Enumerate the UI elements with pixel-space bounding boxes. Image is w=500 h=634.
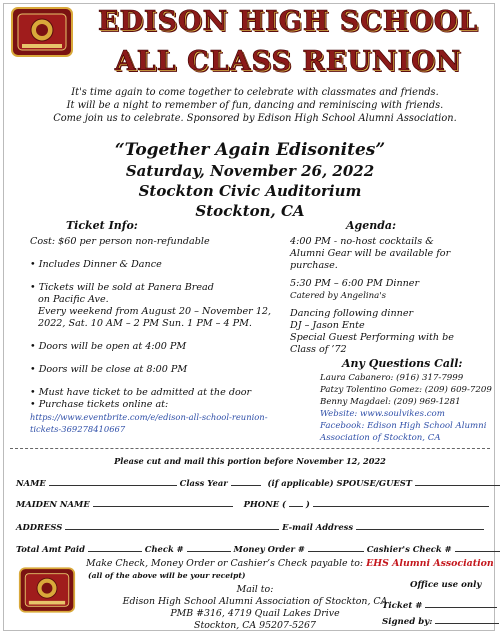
money-order-field[interactable] (308, 542, 364, 552)
mail-address-block (120, 584, 390, 632)
contact-1: Laura Cabanero: (916) 317-7999 (320, 373, 464, 383)
event-venue: Stockton Civic Auditorium (138, 182, 362, 200)
mail-line-3: Stockton, CA 95207-5267 (194, 620, 316, 631)
mail-line-1: Edison High School Alumni Association of Stockton, CA (122, 596, 388, 607)
spouse-field[interactable] (415, 476, 500, 486)
doors-close: • Doors will be close at 8:00 PM (30, 364, 188, 375)
form-row-payment (16, 542, 491, 554)
check-number-label: Check # (144, 544, 184, 554)
agenda-heading: Agenda: (346, 219, 397, 232)
payable-line (86, 558, 494, 569)
ticket-includes: • Includes Dinner & Dance (30, 259, 162, 270)
name-field[interactable] (49, 476, 177, 486)
email-field[interactable] (356, 520, 484, 530)
intro-line-3: Come join us to celebrate. Sponsored by Edison High School Alumni Association. (53, 113, 457, 124)
mail-to-label: Mail to: (236, 584, 274, 595)
event-date: Saturday, November 26, 2022 (125, 162, 375, 180)
title-line-2: ALL CLASS REUNION (114, 46, 462, 77)
total-paid-field[interactable] (88, 542, 142, 552)
title-line-1: EDISON HIGH SCHOOL (97, 6, 479, 37)
school-emblem-logo-top (10, 6, 74, 58)
agenda-item-3-line-1: Dancing following dinner (290, 308, 414, 319)
facebook-line-2[interactable]: Association of Stockton, CA (320, 433, 441, 443)
school-emblem-logo-bottom (18, 566, 76, 614)
doors-open: • Doors will be open at 4:00 PM (30, 341, 187, 352)
agenda-item-2-caterer: Catered by Angelina's (290, 291, 387, 301)
agenda-item-1-line-1: 4:00 PM - no-host cocktails & (290, 236, 434, 247)
class-year-field[interactable] (231, 476, 261, 486)
cut-line (10, 448, 490, 449)
facebook-line-1[interactable]: Facebook: Edison High School Alumni (320, 421, 487, 431)
questions-section (320, 358, 495, 444)
cut-note: Please cut and mail this portion before November 12, 2022 (114, 456, 386, 466)
check-number-field[interactable] (187, 542, 231, 552)
ticket-sold-line-4: 2022, Sat. 10 AM – 2 PM Sun. 1 PM – 4 PM. (38, 318, 252, 329)
office-ticket-label: Ticket # (382, 601, 423, 611)
total-paid-label: Total Amt Paid (16, 544, 85, 554)
ticket-cost: Cost: $60 per person non-refundable (30, 236, 210, 247)
cashier-check-label: Cashier's Check # (366, 544, 452, 554)
intro-line-2: It will be a night to remember of fun, dancing and reminiscing with friends. (66, 100, 444, 111)
form-row-name (16, 476, 491, 488)
office-signed-row (382, 614, 499, 627)
agenda-item-2: 5:30 PM – 6:00 PM Dinner (290, 278, 420, 289)
money-order-label: Money Order # (233, 544, 305, 554)
ticket-sold-line-2: on Pacific Ave. (38, 294, 109, 305)
must-have-ticket: • Must have ticket to be admitted at the door (30, 387, 252, 398)
office-ticket-row (382, 598, 497, 611)
website-link[interactable]: Website: www.soulvikes.com (320, 409, 445, 419)
spouse-label: (if applicable) SPOUSE/GUEST (267, 478, 413, 488)
ticket-sold-line-1: • Tickets will be sold at Panera Bread (30, 282, 214, 293)
phone-area-field[interactable] (289, 497, 303, 507)
office-use-title: Office use only (410, 580, 482, 590)
class-year-label: Class Year (179, 478, 228, 488)
office-ticket-field[interactable] (425, 598, 497, 608)
ticket-sold-line-3: Every weekend from August 20 – November 12, (38, 306, 272, 317)
receipt-note: (all of the above will be your receipt) (88, 571, 246, 580)
eventbrite-link-line-2[interactable]: tickets-369278410667 (30, 424, 126, 434)
eventbrite-link-line-1[interactable]: https://www.eventbrite.com/e/edison-all-school-reunion- (30, 412, 268, 422)
contact-3: Benny Magdael: (209) 969-1281 (320, 397, 461, 407)
phone-close-paren: ) (305, 499, 310, 509)
cashier-check-field[interactable] (455, 542, 500, 552)
agenda-item-3-line-2: DJ – Jason Ente (290, 320, 365, 331)
questions-heading: Any Questions Call: (342, 357, 463, 370)
email-label: E-mail Address (282, 522, 354, 532)
contact-2: Patzy Tolentino Gomez: (209) 609-7209 (320, 385, 492, 395)
office-signed-label: Signed by: (382, 617, 433, 627)
ticket-info-section (30, 220, 280, 435)
agenda-item-4-line-1: Special Guest Performing with be (290, 332, 454, 343)
form-row-maiden (16, 497, 491, 509)
address-field[interactable] (65, 520, 279, 530)
event-city: Stockton, CA (195, 202, 305, 220)
office-signed-field[interactable] (435, 614, 499, 624)
maiden-name-label: MAIDEN NAME (16, 499, 90, 509)
form-row-address (16, 520, 491, 532)
event-tagline: “Together Again Edisonites” (114, 140, 386, 160)
mail-line-2: PMB #316, 4719 Quail Lakes Drive (170, 608, 340, 619)
agenda-item-1-line-2: Alumni Gear will be available for (290, 248, 451, 259)
name-label: NAME (16, 478, 46, 488)
ticket-info-heading: Ticket Info: (66, 219, 138, 232)
agenda-item-4-line-2: Class of ’72 (290, 344, 347, 355)
payee-name: EHS Alumni Association (366, 558, 494, 569)
phone-label: PHONE ( (243, 499, 286, 509)
agenda-item-1-line-3: purchase. (290, 260, 338, 271)
maiden-name-field[interactable] (93, 497, 233, 507)
payable-text: Make Check, Money Order or Cashier’s Check payable to: (86, 558, 364, 569)
agenda-section (290, 220, 490, 356)
address-label: ADDRESS (16, 522, 63, 532)
intro-line-1: It's time again to come together to celebrate with classmates and friends. (71, 87, 439, 98)
phone-number-field[interactable] (313, 497, 489, 507)
purchase-online: • Purchase tickets online at: (30, 399, 169, 410)
